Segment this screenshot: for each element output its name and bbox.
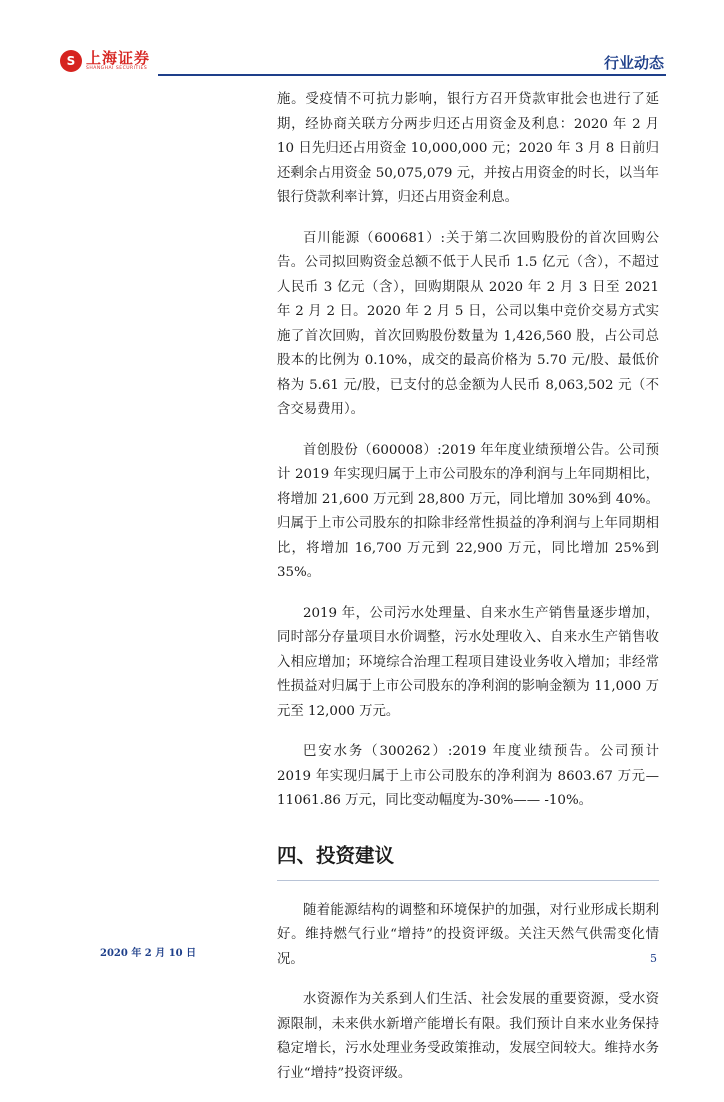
paragraph-shouchuang: 首创股份（600008）:2019 年年度业绩预增公告。公司预计 2019 年实现归属于上市公司股东的净利润与上年同期相比，将增加 21,600 万元到 28,800 万元，同比增加 30%到 40%。归属于上市公司股东的扣除非经常性损益的净利润与上年同期相比，将增加 16,700 万元到 22,900 万元，同比增加 25%到 35%。 xyxy=(277,442,659,580)
report-category: 行业动态 xyxy=(603,54,664,72)
logo-name-en: SHANGHAI SECURITIES xyxy=(86,66,148,71)
page-number: 5 xyxy=(650,952,657,965)
header-divider xyxy=(158,74,666,76)
paragraph-baichuan: 百川能源（600681）:关于第二次回购股份的首次回购公告。公司拟回购资金总额不低于人民币 1.5 亿元（含），不超过人民币 3 亿元（含），回购期限从 2020 年 2 月 3 日至 2021 年 2 月 2 日。2020 年 2 月 5 日，公司以集中竞价交易方式实施了首次回购，首次回购股份数量为 1,426,560 股，占公司总股本的比例为 0.10%，成交的最高价格为 5.70 元/股、最低价格为 5.61 元/股，已支付的总金额为人民币 8,063,502 元（不含交易费用）。 xyxy=(277,230,659,417)
report-date: 2020 年 2 月 10 日 xyxy=(100,948,197,959)
paragraph-shouchuang-detail: 2019 年，公司污水处理量、自来水生产销售量逐步增加，同时部分存量项目水价调整，污水处理收入、自来水生产销售收入相应增加；环境综合治理工程项目建设业务收入增加；非经常性损益对归属于上市公司股东的净利润的影响金额为 11,000 万元至 12,000 万元。 xyxy=(277,605,659,719)
paragraph-gas-advice: 随着能源结构的调整和环境保护的加强，对行业形成长期利好。维持燃气行业“增持”的投资评级。关注天然气供需变化情况。 xyxy=(277,902,659,967)
company-logo xyxy=(60,50,150,72)
section-heading: 四、投资建议 xyxy=(277,836,659,881)
paragraph-repayment: 施。受疫情不可抗力影响，银行方召开贷款审批会也进行了延期，经协商关联方分两步归还占用资金及利息：2020 年 2 月 10 日先归还占用资金 10,000,000 元；2020 年 3 月 8 日前归还剩余占用资金 50,075,079 元，并按占用资金的时长，以当年银行贷款利率计算，归还占用资金利息。 xyxy=(277,92,659,205)
paragraph-water-advice: 水资源作为关系到人们生活、社会发展的重要资源，受水资源限制，未来供水新增产能增长有限。我们预计自来水业务保持稳定增长，污水处理业务受政策推动，发展空间较大。维持水务行业“增持”投资评级。 xyxy=(277,992,659,1081)
page-header xyxy=(0,0,724,75)
logo-icon: S xyxy=(60,50,82,72)
paragraph-baan: 巴安水务（300262）:2019 年度业绩预告。公司预计 2019 年实现归属于上市公司股东的净利润为 8603.67 万元—11061.86 万元，同比变动幅度为-30%—— -10%。 xyxy=(277,744,659,808)
main-content xyxy=(277,88,659,1102)
logo-name-cn: 上海证券 xyxy=(86,49,151,67)
